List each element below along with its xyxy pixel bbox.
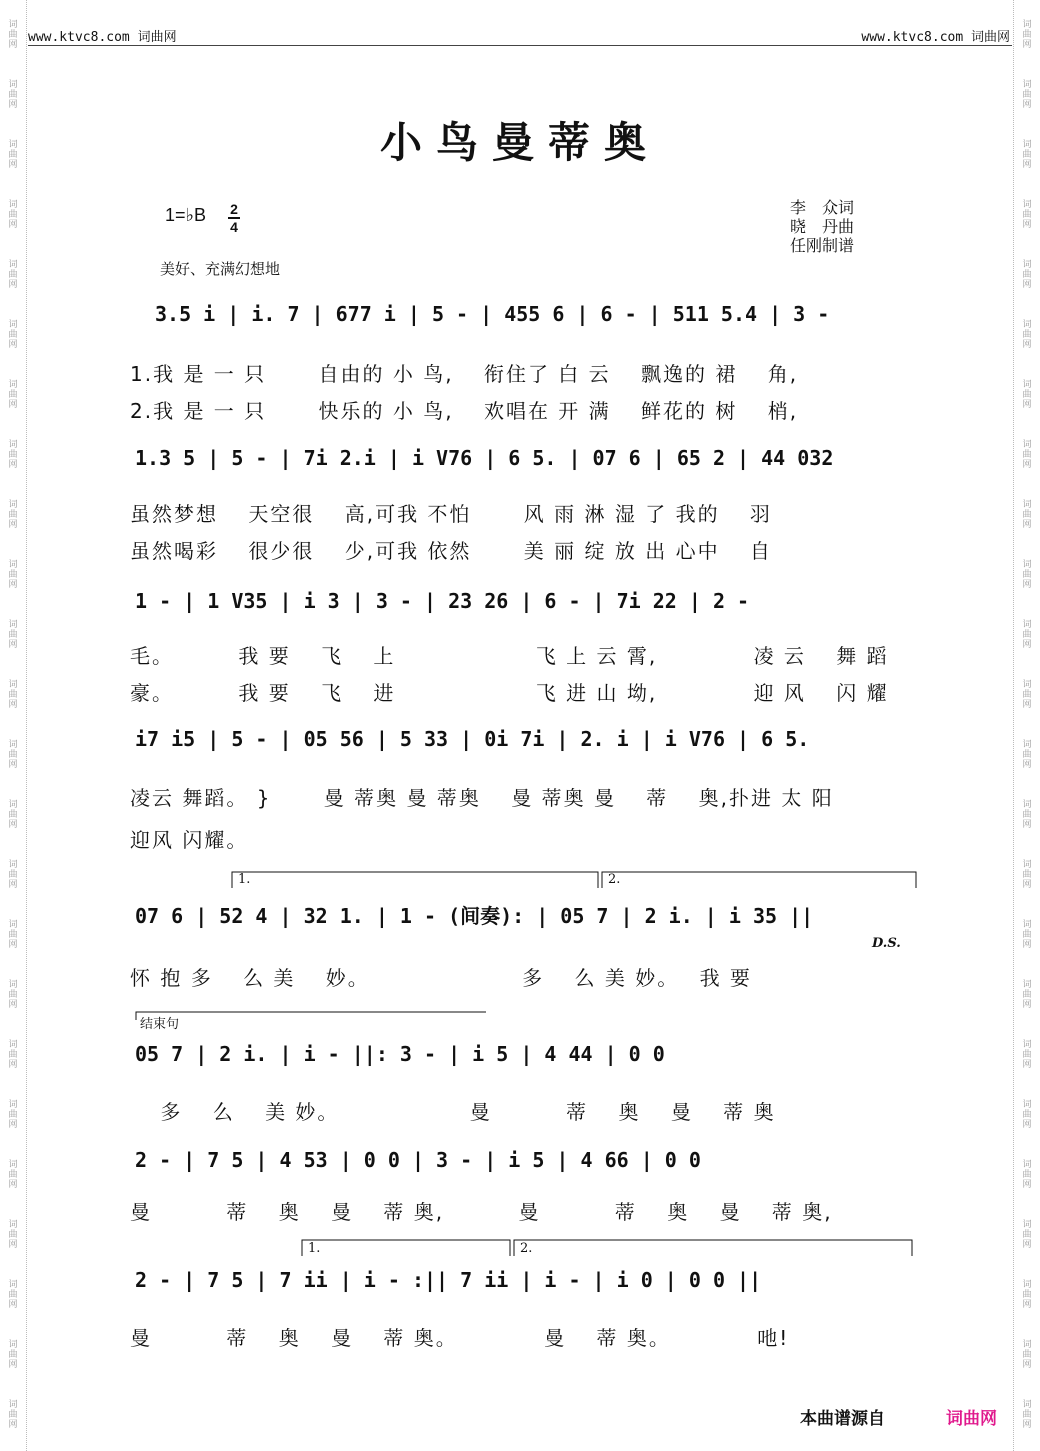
side-watermark: 词 曲 网 [1022, 560, 1032, 590]
notation-row-7 [130, 1142, 920, 1182]
side-watermark: 词 曲 网 [1022, 1040, 1032, 1070]
notation-row-4 [130, 721, 920, 761]
side-watermark: 词 曲 网 [8, 200, 18, 230]
side-watermark: 词 曲 网 [8, 680, 18, 710]
side-watermark: 词 曲 网 [8, 1340, 18, 1370]
side-watermark: 词 曲 网 [1022, 140, 1032, 170]
notes-row-5: 07 6 | 52 4 | 32 1. | 1 - (间奏): | 05 7 | 2 i. | i 35 || [135, 904, 814, 928]
side-watermark: 词 曲 网 [8, 980, 18, 1010]
lyrics-row-4-verse-1: 凌云 舞蹈。 } 曼 蒂奥 曼 蒂奥 曼 蒂奥 曼 蒂 奥,扑进 太 阳 [130, 786, 834, 810]
tempo-marking: 美好、充满幻想地 [160, 260, 281, 278]
side-watermark: 词 曲 网 [8, 80, 18, 110]
lyricist: 李 众词 [790, 198, 855, 217]
notation-row-8 [130, 1238, 920, 1302]
side-watermark: 词 曲 网 [8, 440, 18, 470]
side-watermark: 词 曲 网 [1022, 260, 1032, 290]
side-watermark: 词 曲 网 [8, 860, 18, 890]
side-watermark: 词 曲 网 [8, 1280, 18, 1310]
side-watermark: 词 曲 网 [8, 1220, 18, 1250]
notes-row-6: 05 7 | 2 i. | i - ||: 3 - | i 5 | 4 44 | 0 0 [135, 1042, 665, 1066]
composer: 晓 丹曲 [790, 217, 855, 236]
credits [790, 198, 854, 255]
lyrics-row-6: 多 么 美 妙。 曼 蒂 奥 曼 蒂 奥 [130, 1100, 776, 1124]
side-watermark: 词 曲 网 [1022, 1160, 1032, 1190]
right-watermark-strip [1013, 0, 1040, 1451]
side-watermark: 词 曲 网 [1022, 920, 1032, 950]
footer-source: 本曲谱源自 [800, 1409, 885, 1429]
notation-row-2 [130, 440, 920, 480]
volta-1-label-row-8: 1. [308, 1241, 321, 1256]
side-watermark: 词 曲 网 [8, 140, 18, 170]
time-signature [228, 202, 240, 234]
side-watermark: 词 曲 网 [1022, 1220, 1032, 1250]
time-sig-top: 2 [230, 201, 238, 217]
left-watermark-strip [0, 0, 27, 1451]
side-watermark: 词 曲 网 [1022, 500, 1032, 530]
lyrics-row-1-verse-2: 2.我 是 一 只 快乐的 小 鸟, 欢唱在 开 满 鲜花的 树 梢, [130, 399, 799, 423]
lyrics-row-3-verse-1: 毛。 我 要 飞 上 飞 上 云 霄, 凌 云 舞 蹈 [130, 644, 889, 668]
side-watermark: 词 曲 网 [1022, 620, 1032, 650]
side-watermark: 词 曲 网 [8, 800, 18, 830]
side-watermark: 词 曲 网 [8, 1040, 18, 1070]
side-watermark: 词 曲 网 [1022, 320, 1032, 350]
lyrics-row-8: 曼 蒂 奥 曼 蒂 奥。 曼 蒂 奥。 吔! [130, 1326, 790, 1350]
lyrics-row-2-verse-2: 虽然喝彩 很少很 少,可我 依然 美 丽 绽 放 出 心中 自 [130, 539, 772, 563]
notes-row-7: 2 - | 7 5 | 4 53 | 0 0 | 3 - | i 5 | 4 66 | 0 0 [135, 1148, 701, 1172]
lyrics-row-3-verse-2: 豪。 我 要 飞 进 飞 进 山 坳, 迎 风 闪 耀 [130, 681, 889, 705]
side-watermark: 词 曲 网 [8, 1160, 18, 1190]
side-watermark: 词 曲 网 [8, 260, 18, 290]
side-watermark: 词 曲 网 [1022, 980, 1032, 1010]
side-watermark: 词 曲 网 [8, 560, 18, 590]
lyrics-row-1-verse-1: 1.我 是 一 只 自由的 小 鸟, 衔住了 白 云 飘逸的 裙 角, [130, 362, 799, 386]
side-watermark: 词 曲 网 [1022, 1280, 1032, 1310]
volta-2-label-row-8: 2. [520, 1241, 533, 1256]
notation-row-5 [130, 870, 920, 950]
side-watermark: 词 曲 网 [1022, 80, 1032, 110]
side-watermark: 词 曲 网 [1022, 680, 1032, 710]
arranger: 任刚制谱 [790, 236, 855, 255]
notation-row-6 [130, 1010, 920, 1070]
notes-row-2: 1.3 5 | 5 - | 7i 2.i | i V76 | 6 5. | 07 6 | 65 2 | 44 032 [135, 446, 834, 470]
notes-row-8: 2 - | 7 5 | 7 ii | i - :|| 7 ii | i - | i 0 | 0 0 || [135, 1268, 762, 1292]
song-title: 小鸟曼蒂奥 [379, 118, 660, 167]
side-watermark: 词 曲 网 [8, 620, 18, 650]
side-watermark: 词 曲 网 [8, 320, 18, 350]
volta-1-label: 1. [238, 872, 251, 887]
side-watermark: 词 曲 网 [8, 740, 18, 770]
coda-bracket [130, 1010, 490, 1020]
side-watermark: 词 曲 网 [1022, 800, 1032, 830]
side-watermark: 词 曲 网 [1022, 20, 1032, 50]
notation-row-1 [130, 296, 920, 336]
side-watermark: 词 曲 网 [1022, 860, 1032, 890]
side-watermark: 词 曲 网 [1022, 380, 1032, 410]
lyrics-row-2-verse-1: 虽然梦想 天空很 高,可我 不怕 风 雨 淋 湿 了 我的 羽 [130, 502, 772, 526]
time-sig-bottom: 4 [230, 219, 238, 235]
notes-row-4: i7 i5 | 5 - | 05 56 | 5 33 | 0i 7i | 2. i | i V76 | 6 5. [135, 727, 810, 751]
notes-row-1: 3.5 i | i. 7 | 677 i | 5 - | 455 6 | 6 - | 511 5.4 | 3 - [155, 302, 830, 326]
header-left-url: www.ktvc8.com 词曲网 [28, 30, 177, 45]
lyrics-row-5: 怀 抱 多 么 美 妙。 多 么 美 妙。 我 要 [130, 966, 752, 990]
lyrics-row-7: 曼 蒂 奥 曼 蒂 奥, 曼 蒂 奥 曼 蒂 奥, [130, 1200, 833, 1224]
side-watermark: 词 曲 网 [1022, 440, 1032, 470]
side-watermark: 词 曲 网 [8, 920, 18, 950]
volta-2-label: 2. [608, 872, 621, 887]
lyrics-row-4-verse-2: 迎风 闪耀。 [130, 828, 249, 852]
side-watermark: 词 曲 网 [1022, 1100, 1032, 1130]
side-watermark: 词 曲 网 [8, 20, 18, 50]
side-watermark: 词 曲 网 [8, 380, 18, 410]
header-right-url: www.ktvc8.com 词曲网 [861, 30, 1010, 45]
side-watermark: 词 曲 网 [8, 500, 18, 530]
dal-segno-mark: D.S. [872, 936, 901, 951]
key-signature: 1=♭B [165, 205, 207, 225]
header-divider [28, 45, 1012, 46]
side-watermark: 词 曲 网 [1022, 740, 1032, 770]
side-watermark: 词 曲 网 [8, 1400, 18, 1430]
side-watermark: 词 曲 网 [8, 1100, 18, 1130]
footer-brand: 词曲网 [946, 1409, 997, 1429]
notes-row-3: 1 - | 1 V35 | i 3 | 3 - | 23 26 | 6 - | 7i 22 | 2 - [135, 589, 750, 613]
coda-label: 结束句 [140, 1017, 180, 1032]
side-watermark: 词 曲 网 [1022, 1340, 1032, 1370]
side-watermark: 词 曲 网 [1022, 200, 1032, 230]
side-watermark: 词 曲 网 [1022, 1400, 1032, 1430]
notation-row-3 [130, 583, 920, 623]
